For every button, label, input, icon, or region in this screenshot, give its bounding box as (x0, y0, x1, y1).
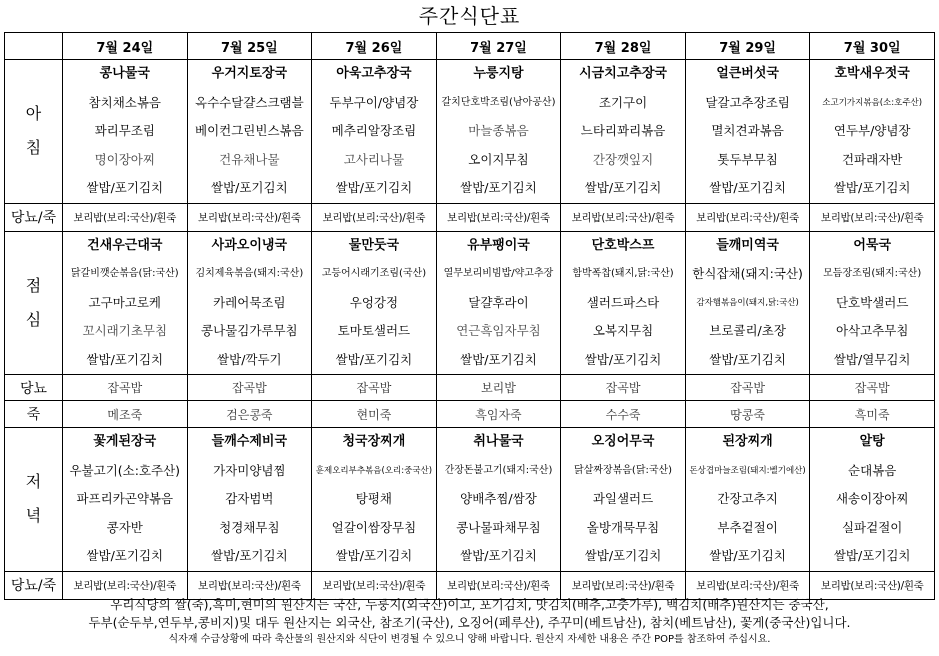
date-header: 7월 24일 (63, 33, 188, 60)
breakfast-cell (312, 60, 437, 204)
menu-item: 건유채나물 (219, 151, 280, 167)
menu-item: 쌀밥/포기김치 (335, 180, 413, 195)
soup-name: 시금치고추장국 (579, 66, 667, 81)
menu-item: 샐러드파스타 (586, 294, 660, 310)
row-label-diabetic_porridge: 당뇨/죽 (5, 203, 63, 231)
menu-item: 달걀후라이 (468, 294, 529, 310)
weekly-menu-table (4, 32, 935, 600)
origin-notice-line-1: 우리식당의 쌀(죽),흑미,현미의 원산지는 국산, 누룽지(외국산)이고, 포기김치, 맛김치(배추,고춧가루), 백김치(배추)원산지는 중국산, (110, 597, 829, 612)
date-header: 7월 25일 (187, 33, 312, 60)
date-header: 7월 29일 (685, 33, 810, 60)
menu-item: 쌀밥/포기김치 (709, 548, 786, 563)
menu-item: 톳두부무침 (717, 151, 778, 167)
lunch-cell (436, 231, 561, 375)
menu-item: 쌀밥/포기김치 (335, 351, 413, 367)
menu-item: 쌀밥/포기김치 (833, 548, 911, 563)
menu-item: 꼬시래기초무침 (82, 323, 168, 338)
soup-name: 어묵국 (853, 237, 892, 253)
breakfast-cell (810, 60, 935, 204)
origin-notice-line-2: 두부(순두부,연두부,콩비지)및 대두 원산지는 외국산, 참조기(국산), 오징어(페루산), 주꾸미(베트남산), 참치(베트남산), 꽃게(중국산)입니다. (88, 615, 851, 630)
soup-name: 콩나물국 (99, 66, 150, 81)
breakfast_sub-cell: 보리밥(보리:국산)/흰죽 (436, 203, 561, 231)
menu-item: 간장고추지 (717, 491, 778, 506)
dinner_sub-cell: 보리밥(보리:국산)/흰죽 (63, 571, 188, 599)
row-label-char: 녁 (25, 506, 42, 526)
lunch_porridge-cell: 검은콩죽 (187, 401, 312, 428)
page-title: 주간식단표 (418, 4, 521, 28)
breakfast_sub-cell: 보리밥(보리:국산)/흰죽 (312, 203, 437, 231)
dinner-cell (63, 428, 188, 572)
menu-item: 가자미양념찜 (213, 462, 286, 478)
menu-item: 명이장아찌 (94, 151, 155, 167)
menu-item: 닭살짜장볶음(닭:국산) (573, 464, 673, 476)
menu-item: 순대볶음 (848, 462, 897, 478)
menu-item: 쌀밥/포기김치 (86, 351, 164, 367)
menu-item: 옥수수달걀스크램블 (195, 94, 304, 110)
menu-item: 새송이장아찌 (835, 491, 909, 506)
soup-name: 알탕 (859, 434, 885, 449)
menu-item: 쌀밥/깍두기 (217, 351, 282, 367)
menu-item: 우엉강정 (349, 294, 399, 310)
breakfast_sub-cell: 보리밥(보리:국산)/흰죽 (187, 203, 312, 231)
breakfast-cell (561, 60, 686, 204)
menu-item: 고사리나물 (343, 151, 405, 167)
lunch_diabetic-cell: 잡곡밥 (312, 375, 437, 401)
dinner_sub-cell: 보리밥(보리:국산)/흰죽 (312, 571, 437, 599)
menu-item: 간장깻잎지 (592, 151, 654, 167)
menu-item: 토마토샐러드 (337, 323, 411, 338)
menu-item: 쌀밥/포기김치 (833, 180, 911, 195)
lunch-cell (810, 231, 935, 375)
menu-item: 달갈고추장조림 (705, 94, 790, 110)
menu-item: 간장돈불고기(돼지:국산) (444, 464, 553, 476)
menu-item: 고구마고로케 (88, 294, 161, 310)
row-label-char: 저 (25, 472, 42, 492)
menu-item: 쌀밥/포기김치 (584, 548, 662, 563)
menu-item: 실파겉절이 (841, 519, 903, 535)
lunch_porridge-cell: 흑미죽 (810, 401, 935, 428)
soup-name: 오징어무국 (591, 434, 655, 449)
row-label-breakfast (5, 60, 63, 204)
menu-item: 베이컨그린빈스볶음 (195, 123, 304, 138)
soup-name: 청국장찌개 (342, 434, 406, 449)
menu-item: 쌀밥/포기김치 (86, 548, 164, 563)
menu-item: 연근흑임자무침 (456, 323, 541, 338)
menu-item: 파프리카곤약볶음 (76, 491, 174, 506)
menu-item: 아삭고추무침 (835, 323, 909, 338)
dinner_sub-cell: 보리밥(보리:국산)/흰죽 (561, 571, 686, 599)
lunch_porridge-cell: 흑임자죽 (436, 401, 561, 428)
row-label-dinner (5, 428, 63, 572)
row-label-char: 침 (25, 138, 42, 158)
soup-name: 사과오이냉국 (211, 237, 288, 253)
menu-item: 쌀밥/포기김치 (335, 548, 413, 563)
menu-item: 감자햄볶음이(돼지,닭:국산) (696, 297, 799, 308)
soup-name: 단호박스프 (591, 237, 655, 253)
menu-item: 브로콜리/초장 (709, 323, 786, 338)
breakfast-cell (63, 60, 188, 204)
soup-name: 꽃게된장국 (93, 434, 157, 449)
menu-item: 오이지무침 (468, 151, 529, 167)
breakfast_sub-cell: 보리밥(보리:국산)/흰죽 (561, 203, 686, 231)
soup-name: 된장찌개 (722, 434, 773, 449)
menu-item: 쌀밥/포기김치 (584, 351, 662, 367)
lunch_diabetic-cell: 잡곡밥 (187, 375, 312, 401)
dinner-cell (685, 428, 810, 572)
menu-item: 김치제육볶음(돼지:국산) (195, 268, 304, 279)
row-label-lunch (5, 231, 63, 375)
menu-item: 청경채무침 (219, 519, 280, 535)
dinner_sub-cell: 보리밥(보리:국산)/흰죽 (436, 571, 561, 599)
menu-item: 고등어시래기조림(국산) (321, 268, 427, 279)
dinner_sub-cell: 보리밥(보리:국산)/흰죽 (685, 571, 810, 599)
row-label-diabetic: 당뇨 (5, 375, 63, 401)
menu-item: 콩나물파채무침 (456, 519, 541, 535)
dinner-cell (436, 428, 561, 572)
dinner-cell (187, 428, 312, 572)
menu-item: 콩나물김가루무침 (201, 323, 298, 338)
menu-item: 쌀밥/포기김치 (709, 180, 786, 195)
menu-item: 마늘종볶음 (468, 123, 529, 138)
lunch-cell (187, 231, 312, 375)
row-label-char: 심 (25, 309, 42, 329)
menu-item: 함박폭찹(돼지,닭:국산) (572, 268, 674, 279)
menu-item: 조기구이 (598, 94, 648, 110)
menu-item: 쌀밥/포기김치 (460, 351, 537, 367)
menu-item: 갈치단호박조림(남아공산) (441, 96, 556, 108)
lunch_porridge-cell: 메조죽 (63, 401, 188, 428)
soup-name: 물만둣국 (348, 237, 400, 253)
lunch_diabetic-cell: 잡곡밥 (63, 375, 188, 401)
menu-item: 쌀밥/포기김치 (460, 180, 537, 195)
menu-item: 돈상겹마늘조림(돼지:벨기에산) (689, 465, 806, 476)
soup-name: 호박새우젓국 (834, 66, 910, 81)
menu-item: 건파래자반 (841, 151, 903, 167)
menu-item: 쌀밥/포기김치 (709, 351, 786, 367)
origin-notice-line-3: 식자재 수급상황에 따라 축산물의 원산지와 식단이 변경될 수 있으니 양해 바랍니다. 원산지 자세한 내용은 주간 POP를 참조하여 주십시요. (168, 634, 771, 645)
breakfast_sub-cell: 보리밥(보리:국산)/흰죽 (810, 203, 935, 231)
breakfast_sub-cell: 보리밥(보리:국산)/흰죽 (63, 203, 188, 231)
soup-name: 얼큰버섯국 (716, 66, 779, 81)
menu-item: 닭갈비깻순볶음(닭:국산) (70, 268, 179, 279)
menu-item: 소고기가지볶음(소:호주산) (822, 97, 923, 108)
date-header: 7월 30일 (810, 33, 935, 60)
date-header: 7월 27일 (436, 33, 561, 60)
row-label-diabetic_porridge2: 당뇨/죽 (5, 571, 63, 599)
lunch_diabetic-cell: 잡곡밥 (810, 375, 935, 401)
breakfast-cell (187, 60, 312, 204)
row-label-char: 아 (25, 104, 42, 124)
soup-name: 취나물국 (473, 434, 524, 449)
menu-item: 콩자반 (106, 519, 143, 535)
lunch-cell (312, 231, 437, 375)
corner-cell (5, 33, 63, 60)
lunch_porridge-cell: 현미죽 (312, 401, 437, 428)
lunch-cell (561, 231, 686, 375)
menu-item: 우불고기(소:호주산) (69, 462, 181, 478)
menu-item: 부추겉절이 (717, 519, 778, 535)
date-header: 7월 28일 (561, 33, 686, 60)
menu-item: 얼갈이쌈장무침 (331, 519, 417, 535)
menu-item: 열무보리비빔밥/약고추장 (443, 268, 554, 279)
menu-item: 과일샐러드 (592, 491, 654, 506)
menu-item: 쌀밥/포기김치 (584, 180, 662, 195)
menu-item: 쌀밥/열무김치 (833, 351, 911, 367)
soup-name: 들깨수제비국 (211, 434, 288, 449)
menu-item: 쌀밥/포기김치 (211, 180, 288, 195)
menu-item: 카레어묵조림 (213, 294, 286, 310)
menu-item: 쌀밥/포기김치 (460, 548, 537, 563)
dinner_sub-cell: 보리밥(보리:국산)/흰죽 (187, 571, 312, 599)
menu-item: 멸치견과볶음 (711, 123, 784, 138)
menu-item: 메추리알장조림 (331, 123, 417, 138)
dinner-cell (810, 428, 935, 572)
lunch_diabetic-cell: 잡곡밥 (561, 375, 686, 401)
origin-notice (0, 596, 939, 648)
lunch_diabetic-cell: 보리밥 (436, 375, 561, 401)
dinner-cell (561, 428, 686, 572)
soup-name: 아욱고추장국 (336, 66, 412, 81)
row-label-porridge: 죽 (5, 401, 63, 428)
breakfast-cell (436, 60, 561, 204)
breakfast_sub-cell: 보리밥(보리:국산)/흰죽 (685, 203, 810, 231)
soup-name: 들깨미역국 (716, 237, 779, 253)
menu-item: 오복지무침 (592, 323, 654, 338)
date-header: 7월 26일 (312, 33, 437, 60)
menu-item: 올방개묵무침 (586, 519, 660, 535)
menu-item: 연두부/양념장 (833, 123, 911, 138)
menu-item: 훈제오리부추볶음(오리:중국산) (315, 465, 433, 476)
menu-item: 쌀밥/포기김치 (211, 548, 288, 563)
menu-item: 쌀밥/포기김치 (86, 180, 164, 195)
menu-item: 한식잡채(돼지:국산) (692, 266, 803, 281)
soup-name: 유부팽이국 (467, 237, 530, 253)
soup-name: 누룽지탕 (473, 66, 524, 81)
breakfast-cell (685, 60, 810, 204)
lunch_porridge-cell: 땅콩죽 (685, 401, 810, 428)
menu-item: 꽈리무조림 (94, 123, 155, 138)
lunch_porridge-cell: 수수죽 (561, 401, 686, 428)
menu-item: 단호박샐러드 (835, 294, 909, 310)
menu-item: 참치채소볶음 (88, 94, 161, 110)
menu-item: 모듬장조림(돼지:국산) (823, 268, 922, 279)
menu-item: 느타리꽈리볶음 (580, 123, 666, 138)
lunch-cell (63, 231, 188, 375)
menu-item: 감자범벅 (225, 491, 274, 506)
dinner-cell (312, 428, 437, 572)
lunch_diabetic-cell: 잡곡밥 (685, 375, 810, 401)
menu-item: 양배추찜/쌈장 (460, 491, 537, 506)
menu-item: 탕평채 (355, 491, 393, 506)
dinner_sub-cell: 보리밥(보리:국산)/흰죽 (810, 571, 935, 599)
soup-name: 건새우근대국 (87, 237, 163, 253)
soup-name: 우거지토장국 (211, 66, 288, 81)
menu-item: 두부구이/양념장 (329, 94, 419, 110)
lunch-cell (685, 231, 810, 375)
row-label-char: 점 (25, 275, 42, 295)
